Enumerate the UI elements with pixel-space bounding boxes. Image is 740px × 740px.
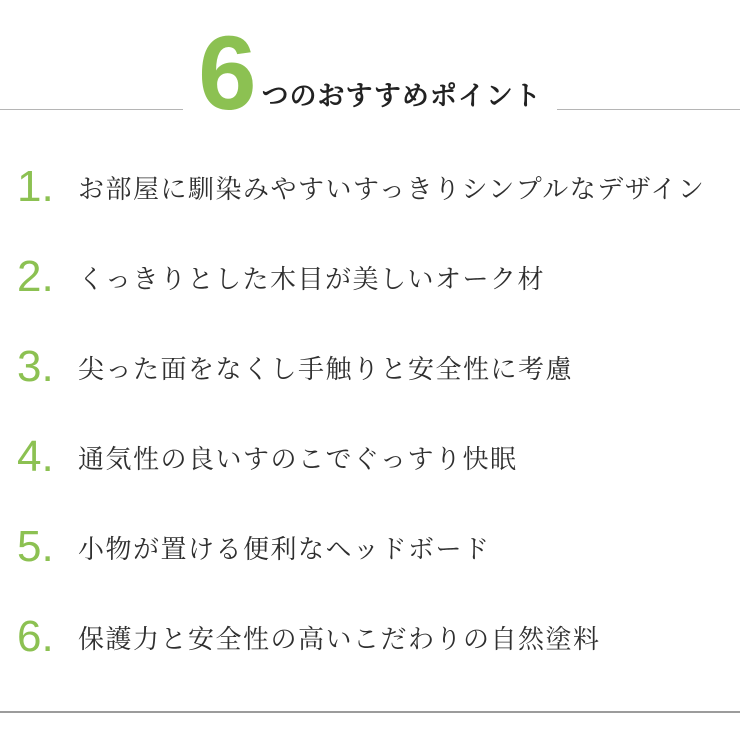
list-item	[0, 592, 740, 682]
list-item	[0, 502, 740, 592]
point-text: 通気性の良いすのこでぐっすり快眠	[78, 443, 518, 474]
point-number: 5.	[17, 522, 54, 571]
point-number: 6.	[17, 612, 54, 661]
list-item	[0, 412, 740, 502]
point-number: 2.	[17, 252, 54, 301]
section-bottom-border	[0, 711, 740, 713]
section-heading	[0, 15, 740, 153]
point-text: くっきりとした木目が美しいオーク材	[78, 263, 545, 294]
point-number: 3.	[17, 342, 54, 391]
points-list	[0, 142, 740, 682]
point-text: 保護力と安全性の高いこだわりの自然塗料	[78, 623, 601, 654]
list-item	[0, 232, 740, 322]
heading-divider-right	[557, 109, 740, 110]
point-text: 小物が置ける便利なヘッドボード	[78, 533, 491, 564]
point-text: 尖った面をなくし手触りと安全性に考慮	[78, 353, 574, 384]
heading-suffix: つのおすすめポイント	[261, 81, 542, 111]
heading-title	[198, 15, 542, 132]
point-number: 4.	[17, 432, 54, 481]
point-number: 1.	[17, 162, 54, 211]
list-item	[0, 142, 740, 232]
list-item	[0, 322, 740, 412]
heading-divider-left	[0, 109, 183, 110]
point-text: お部屋に馴染みやすいすっきりシンプルなデザイン	[78, 173, 706, 204]
heading-count: 6	[198, 15, 257, 132]
